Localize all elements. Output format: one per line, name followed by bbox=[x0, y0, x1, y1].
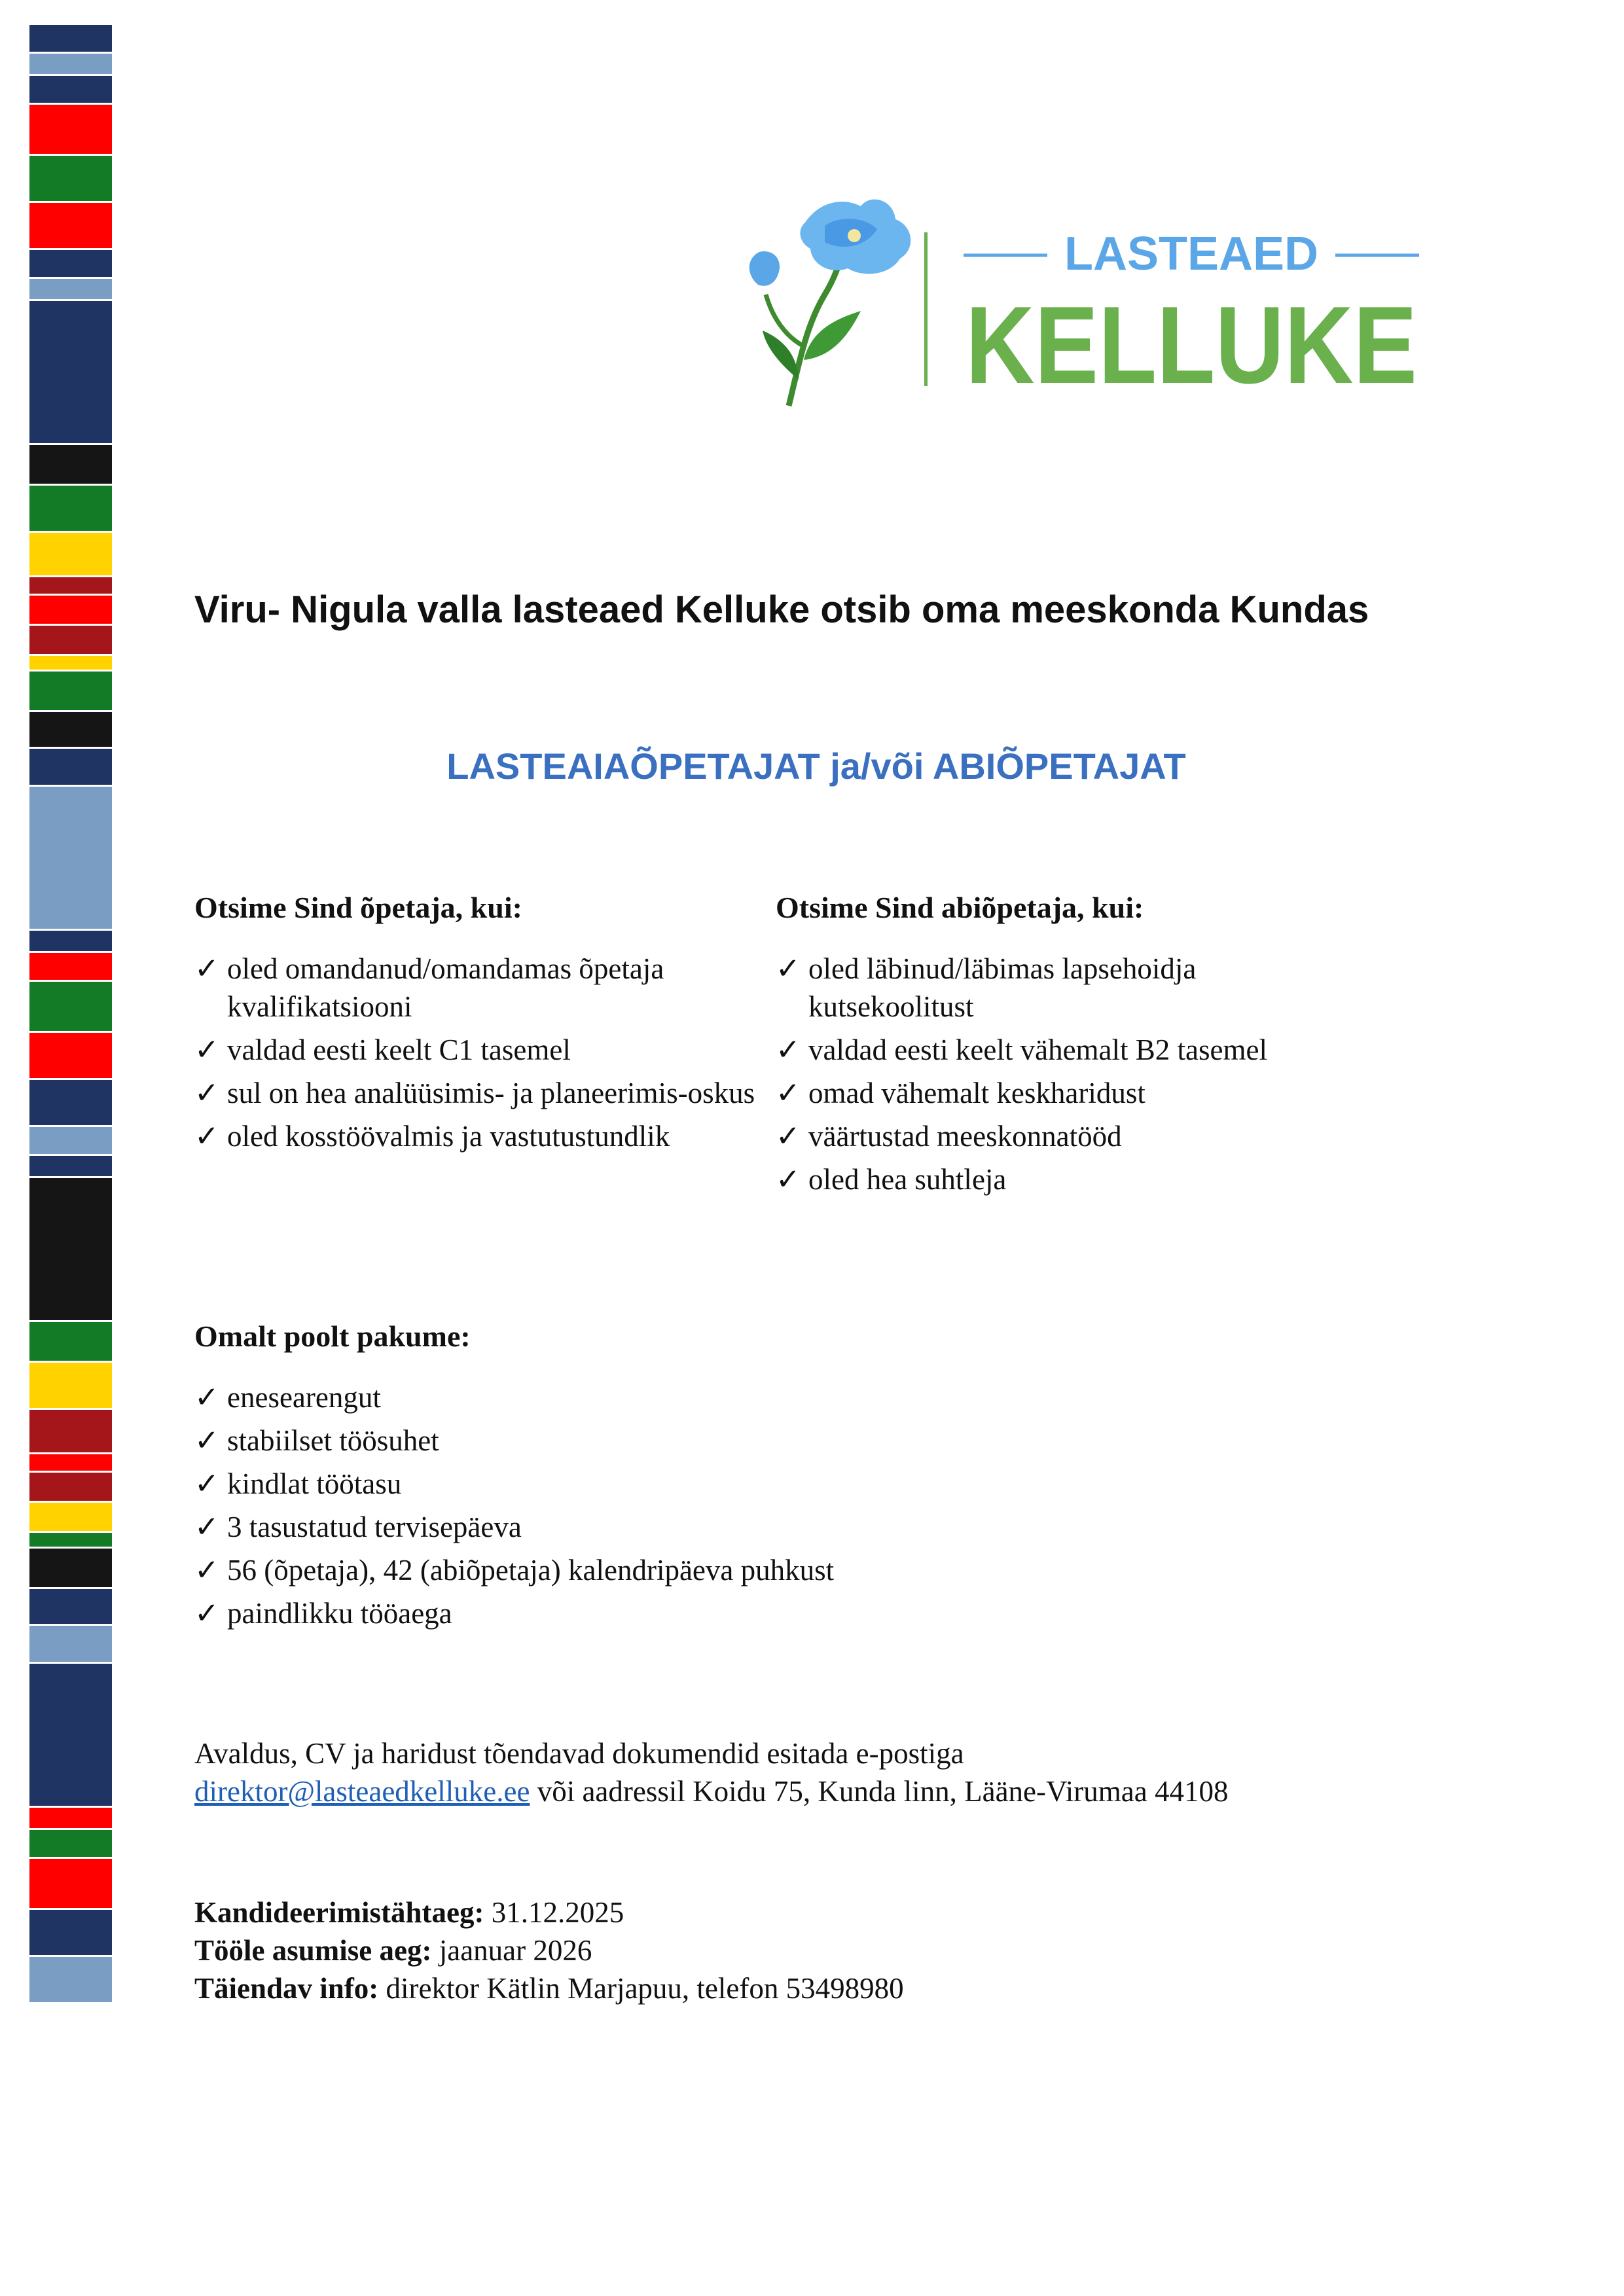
deadline-label: Kandideerimistähtaeg: bbox=[194, 1896, 484, 1929]
stripe-segment bbox=[29, 1626, 112, 1662]
page-headline: Viru- Nigula valla lasteaed Kelluke otsib oma meeskonda Kundas bbox=[194, 588, 1369, 631]
check-icon: ✓ bbox=[194, 1424, 219, 1457]
stripe-segment bbox=[29, 1080, 112, 1125]
stripe-segment bbox=[29, 749, 112, 785]
stripe-segment bbox=[29, 1808, 112, 1828]
stripe-segment bbox=[29, 76, 112, 103]
list-item-text: oled läbinud/läbimas lapsehoidja kutsekoolitust bbox=[808, 952, 1197, 1023]
start-row bbox=[194, 1931, 1504, 1969]
list-item bbox=[194, 1465, 1438, 1503]
stripe-segment bbox=[29, 1178, 112, 1320]
deadline-row bbox=[194, 1893, 1504, 1931]
check-icon: ✓ bbox=[194, 1120, 219, 1153]
list-item-text: väärtustad meeskonnatööd bbox=[808, 1120, 1122, 1153]
list-item-text: oled kosstöövalmis ja vastutustundlik bbox=[227, 1120, 670, 1153]
list-item-text: sul on hea analüüsimis- ja planeerimis-oskus bbox=[227, 1077, 755, 1109]
stripe-segment bbox=[29, 656, 112, 670]
stripe-segment bbox=[29, 105, 112, 154]
list-item-text: enesearengut bbox=[227, 1381, 381, 1414]
list-item bbox=[194, 1551, 1438, 1589]
application-line-2 bbox=[194, 1772, 1504, 1810]
list-item-text: valdad eesti keelt vähemalt B2 tasemel bbox=[808, 1033, 1267, 1066]
stripe-segment bbox=[29, 279, 112, 299]
check-icon: ✓ bbox=[194, 1467, 219, 1500]
stripe-segment bbox=[29, 1859, 112, 1908]
bellflower-icon bbox=[749, 200, 911, 406]
stripe-segment bbox=[29, 1322, 112, 1361]
info-value: direktor Kätlin Marjapuu, telefon 53498980 bbox=[378, 1972, 904, 2005]
stripe-segment bbox=[29, 1549, 112, 1587]
stripe-segment bbox=[29, 672, 112, 710]
list-item-text: valdad eesti keelt C1 tasemel bbox=[227, 1033, 571, 1066]
logo bbox=[727, 196, 1434, 412]
stripe-segment bbox=[29, 1363, 112, 1408]
stripe-segment bbox=[29, 1664, 112, 1806]
list-item-text: stabiilset töösuhet bbox=[227, 1424, 439, 1457]
list-item bbox=[194, 1074, 770, 1112]
address-text: või aadressil Koidu 75, Kunda linn, Lääne-Virumaa 44108 bbox=[530, 1775, 1229, 1808]
stripe-segment bbox=[29, 577, 112, 594]
check-icon: ✓ bbox=[194, 1381, 219, 1414]
list-item-text: kindlat töötasu bbox=[227, 1467, 402, 1500]
start-label: Tööle asumise aeg: bbox=[194, 1934, 432, 1967]
stripe-segment bbox=[29, 626, 112, 654]
teacher-requirements bbox=[194, 890, 770, 1160]
stripe-segment bbox=[29, 486, 112, 531]
job-title: LASTEAIAÕPETAJAT ja/või ABIÕPETAJAT bbox=[446, 745, 1186, 787]
check-icon: ✓ bbox=[776, 1163, 801, 1196]
stripe-segment bbox=[29, 1410, 112, 1452]
stripe-segment bbox=[29, 931, 112, 951]
logo-top-word: LASTEAED bbox=[1064, 228, 1319, 280]
check-icon: ✓ bbox=[776, 1077, 801, 1109]
check-icon: ✓ bbox=[776, 1033, 801, 1066]
list-item-text: 56 (õpetaja), 42 (abiõpetaja) kalendripäeva puhkust bbox=[227, 1554, 835, 1587]
list-item bbox=[194, 1422, 1438, 1460]
list-item-text: oled omandanud/omandamas õpetaja kvalifikatsiooni bbox=[227, 952, 664, 1023]
list-item-text: 3 tasustatud tervisepäeva bbox=[227, 1511, 522, 1543]
stripe-segment bbox=[29, 1910, 112, 1955]
list-item bbox=[194, 950, 770, 1026]
assistant-heading: Otsime Sind abiõpetaja, kui: bbox=[776, 891, 1144, 924]
list-item bbox=[776, 1117, 1352, 1155]
stripe-segment bbox=[29, 533, 112, 575]
stripe-segment bbox=[29, 953, 112, 980]
assistant-list bbox=[776, 950, 1352, 1198]
check-icon: ✓ bbox=[194, 1597, 219, 1630]
list-item bbox=[776, 1031, 1352, 1069]
assistant-requirements bbox=[776, 890, 1352, 1204]
stripe-segment bbox=[29, 250, 112, 277]
stripe-segment bbox=[29, 1589, 112, 1624]
email-link[interactable]: direktor@lasteaedkelluke.ee bbox=[194, 1775, 530, 1808]
logo-divider bbox=[924, 232, 928, 386]
check-icon: ✓ bbox=[194, 1033, 219, 1066]
list-item bbox=[194, 1508, 1438, 1546]
check-icon: ✓ bbox=[194, 1554, 219, 1587]
list-item-text: paindlikku tööaega bbox=[227, 1597, 452, 1630]
check-icon: ✓ bbox=[776, 1120, 801, 1153]
application-info bbox=[194, 1734, 1504, 1810]
list-item-text: oled hea suhtleja bbox=[808, 1163, 1007, 1196]
check-icon: ✓ bbox=[194, 952, 219, 985]
check-icon: ✓ bbox=[194, 1511, 219, 1543]
teacher-list bbox=[194, 950, 770, 1155]
application-line-1: Avaldus, CV ja haridust tõendavad dokumendid esitada e-postiga bbox=[194, 1737, 964, 1770]
stripe-segment bbox=[29, 445, 112, 484]
stripe-segment bbox=[29, 1156, 112, 1176]
list-item bbox=[776, 1160, 1352, 1198]
stripe-segment bbox=[29, 156, 112, 201]
list-item bbox=[194, 1594, 1438, 1632]
info-label: Täiendav info: bbox=[194, 1972, 379, 2005]
offer-heading: Omalt poolt pakume: bbox=[194, 1319, 471, 1353]
stripe-segment bbox=[29, 596, 112, 624]
check-icon: ✓ bbox=[776, 952, 801, 985]
teacher-heading: Otsime Sind õpetaja, kui: bbox=[194, 891, 522, 924]
offer-section bbox=[194, 1319, 1438, 1638]
decorative-stripe bbox=[29, 25, 112, 2270]
list-item-text: omad vähemalt keskharidust bbox=[808, 1077, 1146, 1109]
stripe-segment bbox=[29, 1033, 112, 1078]
stripe-segment bbox=[29, 1957, 112, 2002]
stripe-segment bbox=[29, 712, 112, 747]
stripe-segment bbox=[29, 25, 112, 52]
info-row bbox=[194, 1969, 1504, 2007]
check-icon: ✓ bbox=[194, 1077, 219, 1109]
stripe-segment bbox=[29, 1533, 112, 1547]
stripe-segment bbox=[29, 1830, 112, 1857]
details bbox=[194, 1893, 1504, 2007]
stripe-segment bbox=[29, 1127, 112, 1154]
list-item bbox=[194, 1031, 770, 1069]
stripe-segment bbox=[29, 203, 112, 248]
list-item bbox=[194, 1117, 770, 1155]
logo-graphic bbox=[727, 196, 1434, 412]
stripe-segment bbox=[29, 1454, 112, 1471]
offer-list bbox=[194, 1378, 1438, 1632]
list-item bbox=[776, 1074, 1352, 1112]
logo-main-word: KELLUKE bbox=[965, 283, 1417, 406]
start-value: jaanuar 2026 bbox=[431, 1934, 592, 1967]
stripe-segment bbox=[29, 301, 112, 443]
deadline-value: 31.12.2025 bbox=[484, 1896, 624, 1929]
list-item bbox=[776, 950, 1352, 1026]
stripe-segment bbox=[29, 787, 112, 929]
list-item bbox=[194, 1378, 1438, 1416]
stripe-segment bbox=[29, 54, 112, 74]
stripe-segment bbox=[29, 1503, 112, 1531]
stripe-segment bbox=[29, 1473, 112, 1501]
stripe-segment bbox=[29, 982, 112, 1031]
